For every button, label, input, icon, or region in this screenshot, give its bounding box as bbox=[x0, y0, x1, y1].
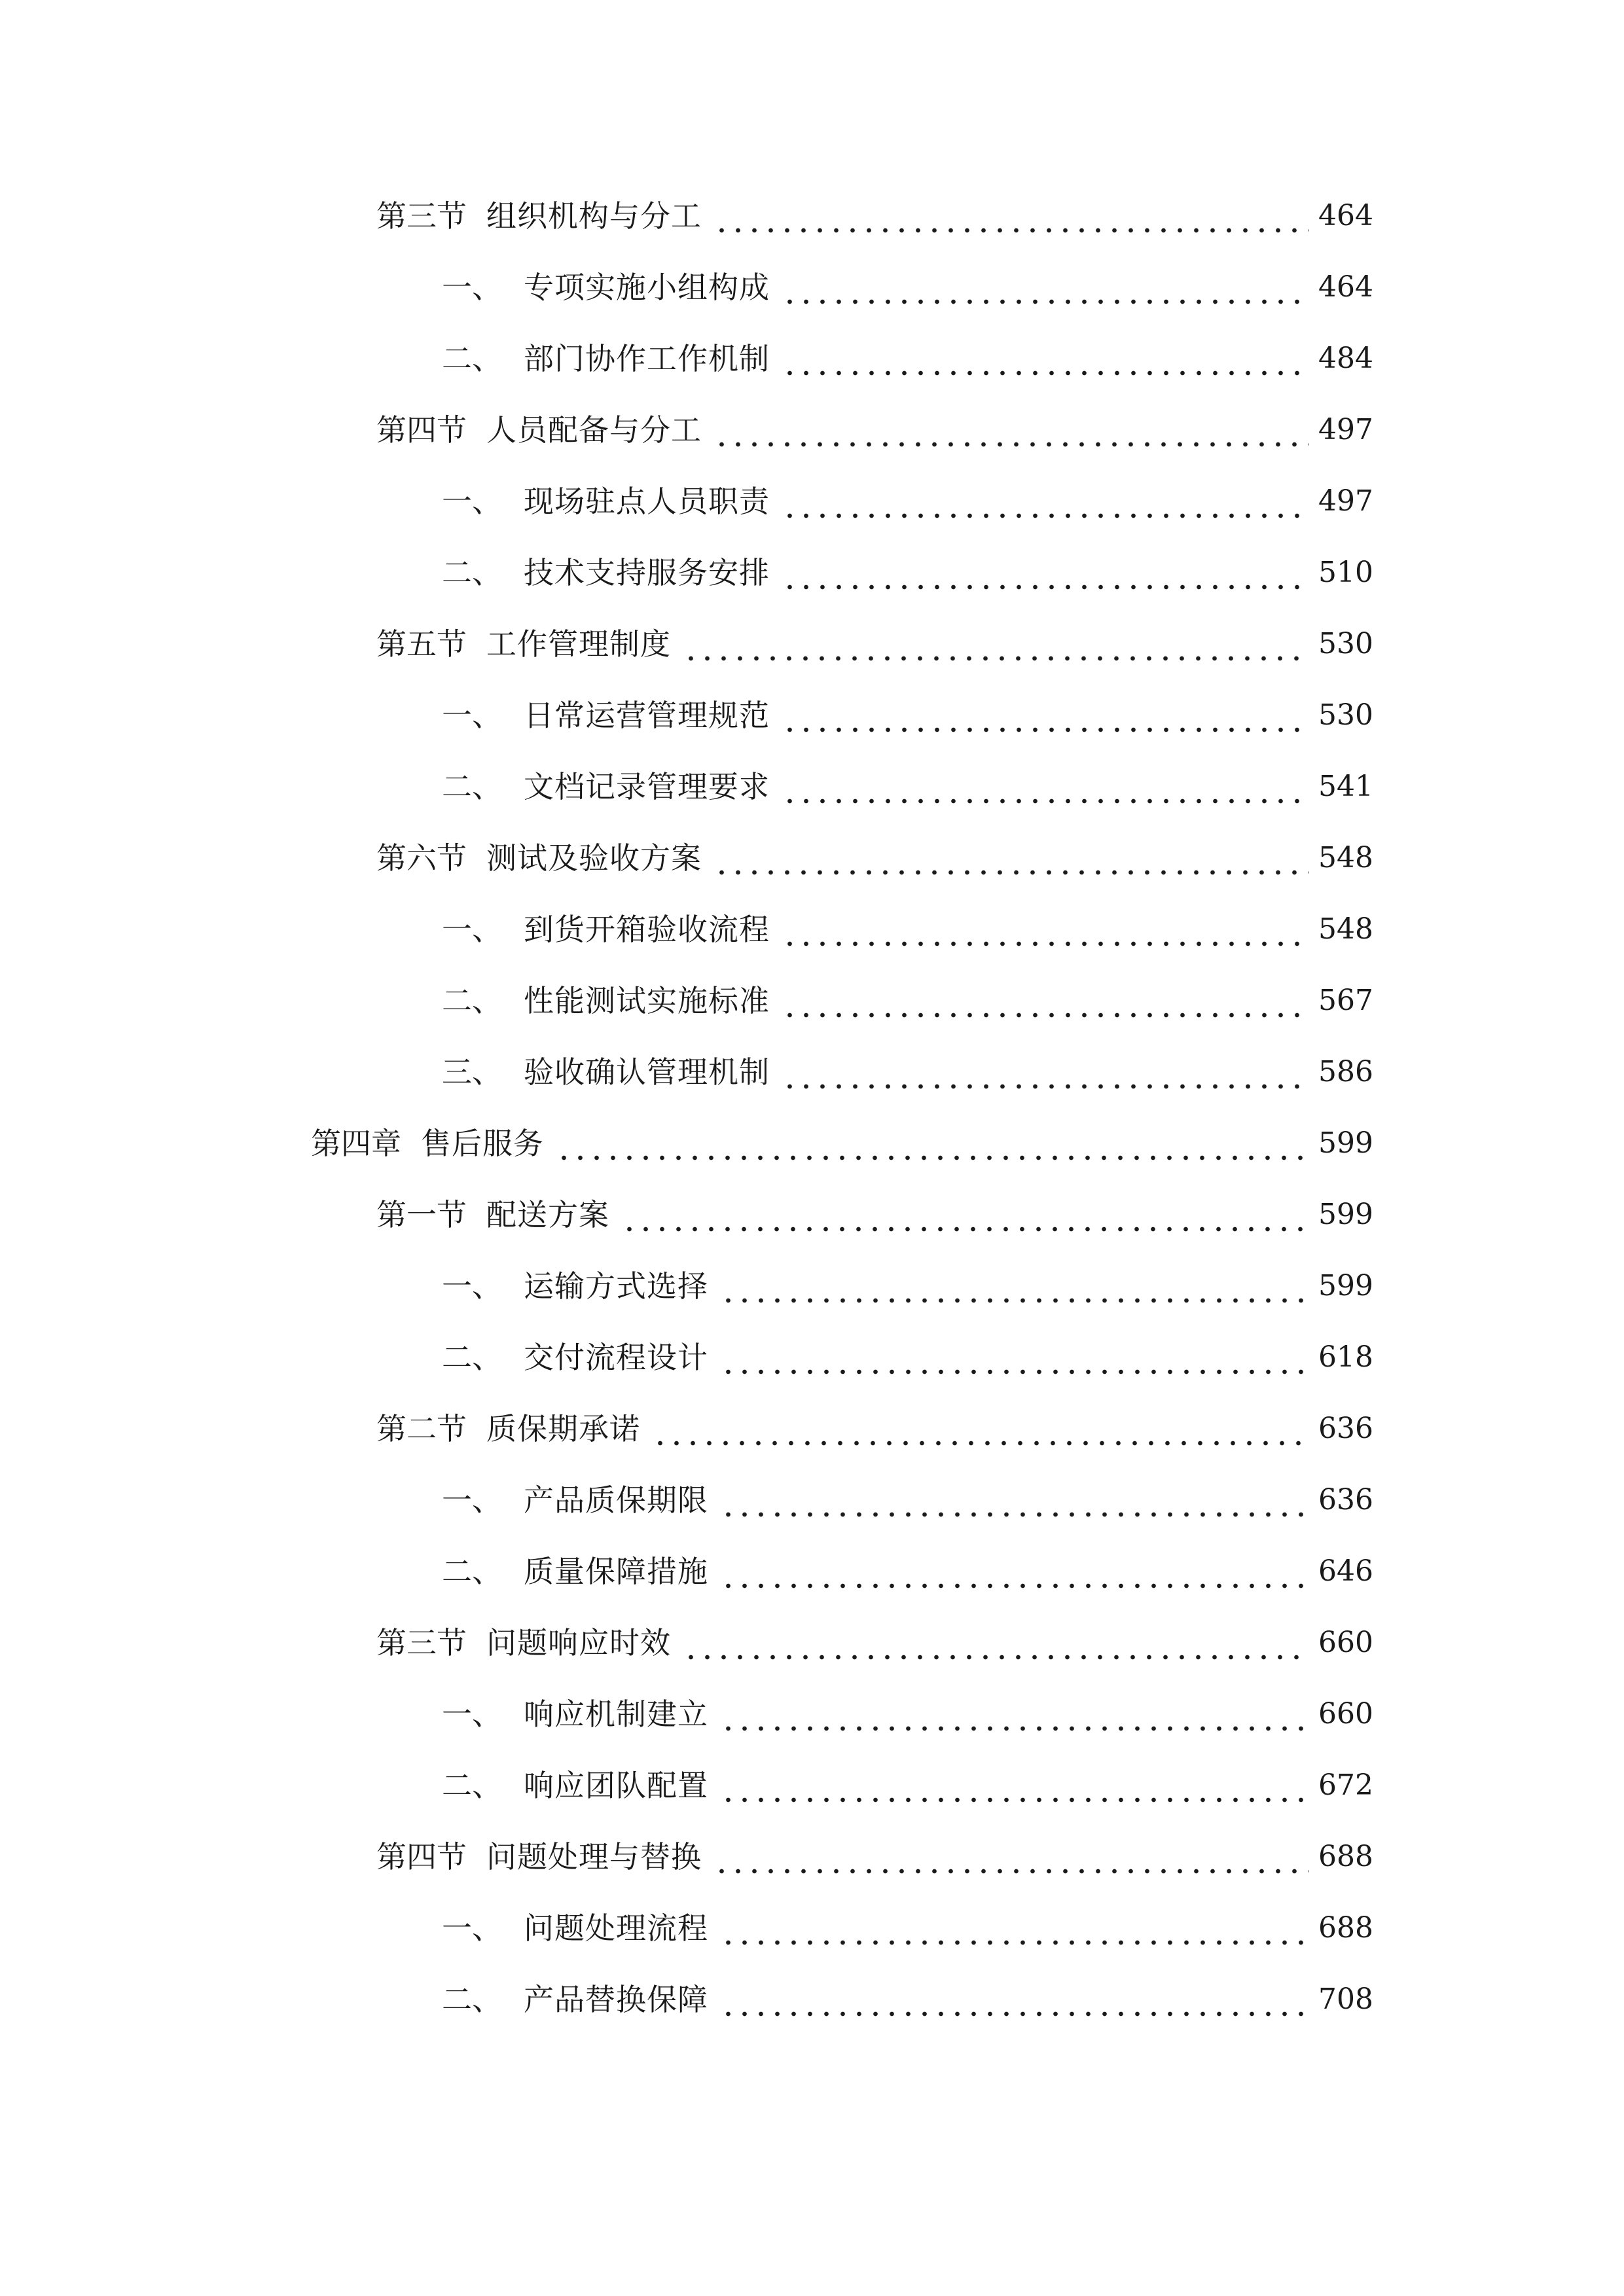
dot-leader bbox=[720, 1763, 1309, 1808]
dot-leader bbox=[720, 1549, 1309, 1594]
toc-entry-number: 二、 bbox=[442, 983, 502, 1018]
toc-entry[interactable] bbox=[442, 1691, 1373, 1737]
toc-entry-number: 二、 bbox=[442, 341, 502, 376]
toc-entry-page: 599 bbox=[1318, 1269, 1373, 1302]
toc-entry-number: 第四节 bbox=[376, 1839, 467, 1874]
toc-entry-page: 646 bbox=[1318, 1554, 1373, 1588]
toc-entry[interactable] bbox=[376, 1192, 1373, 1238]
toc-entry-title: 售后服务 bbox=[421, 1126, 544, 1161]
dot-leader bbox=[782, 692, 1309, 738]
toc-entry[interactable] bbox=[376, 407, 1373, 453]
toc-entry-title: 测试及验收方案 bbox=[486, 840, 702, 876]
toc-entry-page: 548 bbox=[1318, 841, 1373, 874]
toc-entry-title: 问题处理流程 bbox=[524, 1910, 708, 1946]
dot-leader bbox=[713, 835, 1309, 881]
dot-leader bbox=[621, 1192, 1309, 1238]
toc-entry-title: 性能测试实施标准 bbox=[524, 983, 770, 1018]
dot-leader bbox=[782, 978, 1309, 1024]
toc-entry-title: 交付流程设计 bbox=[524, 1340, 708, 1375]
dot-leader bbox=[782, 1049, 1309, 1095]
toc-entry-title: 人员配备与分工 bbox=[486, 412, 702, 448]
toc-entry[interactable] bbox=[442, 906, 1373, 952]
toc-entry[interactable] bbox=[376, 1620, 1373, 1666]
toc-entry-number: 三、 bbox=[442, 1054, 502, 1090]
toc-entry[interactable] bbox=[442, 264, 1373, 310]
dot-leader bbox=[720, 1263, 1309, 1309]
toc-entry-title: 部门协作工作机制 bbox=[524, 341, 770, 376]
toc-entry-page: 660 bbox=[1318, 1626, 1373, 1659]
dot-leader bbox=[556, 1121, 1309, 1166]
toc-entry-title: 到货开箱验收流程 bbox=[524, 912, 770, 947]
toc-entry-page: 530 bbox=[1318, 698, 1373, 732]
toc-entry-page: 484 bbox=[1318, 342, 1373, 375]
toc-entry-page: 541 bbox=[1318, 770, 1373, 803]
dot-leader bbox=[782, 478, 1309, 524]
toc-entry-page: 660 bbox=[1318, 1697, 1373, 1731]
toc-entry-page: 510 bbox=[1318, 556, 1373, 589]
toc-entry[interactable] bbox=[376, 1834, 1373, 1880]
toc-entry[interactable] bbox=[376, 1406, 1373, 1452]
toc-entry-title: 工作管理制度 bbox=[486, 626, 671, 662]
toc-entry-page: 636 bbox=[1318, 1483, 1373, 1516]
toc-entry-title: 产品质保期限 bbox=[524, 1482, 708, 1518]
toc-entry-number: 第一节 bbox=[376, 1197, 467, 1232]
toc-entry-title: 响应机制建立 bbox=[524, 1696, 708, 1732]
toc-entry-page: 708 bbox=[1318, 1982, 1373, 2016]
dot-leader bbox=[720, 1691, 1309, 1737]
toc-entry-number: 第四章 bbox=[311, 1126, 401, 1161]
toc-entry-title: 日常运营管理规范 bbox=[524, 698, 770, 733]
dot-leader bbox=[713, 193, 1309, 239]
toc-entry-number: 一、 bbox=[442, 698, 502, 733]
toc-entry-number: 一、 bbox=[442, 484, 502, 519]
toc-entry[interactable] bbox=[442, 978, 1373, 1024]
toc-entry-page: 548 bbox=[1318, 912, 1373, 946]
toc-entry-page: 464 bbox=[1318, 199, 1373, 232]
toc-entry-page: 599 bbox=[1318, 1126, 1373, 1160]
toc-entry-title: 现场驻点人员职责 bbox=[524, 484, 770, 519]
dot-leader bbox=[683, 621, 1309, 667]
dot-leader bbox=[720, 1905, 1309, 1951]
toc-entry[interactable] bbox=[442, 550, 1373, 596]
toc-entry[interactable] bbox=[376, 835, 1373, 881]
dot-leader bbox=[652, 1406, 1309, 1452]
toc-entry[interactable] bbox=[442, 478, 1373, 524]
toc-entry[interactable] bbox=[442, 1905, 1373, 1951]
toc-entry-number: 二、 bbox=[442, 1554, 502, 1589]
toc-entry-title: 专项实施小组构成 bbox=[524, 270, 770, 305]
toc-entry-page: 497 bbox=[1318, 413, 1373, 446]
toc-entry[interactable] bbox=[442, 1263, 1373, 1309]
toc-entry-page: 688 bbox=[1318, 1911, 1373, 1945]
toc-entry-title: 产品替换保障 bbox=[524, 1982, 708, 2017]
toc-entry-number: 二、 bbox=[442, 1982, 502, 2017]
dot-leader bbox=[782, 336, 1309, 382]
toc-entry[interactable] bbox=[442, 692, 1373, 738]
toc-entry-title: 配送方案 bbox=[486, 1197, 609, 1232]
toc-entry-title: 质量保障措施 bbox=[524, 1554, 708, 1589]
toc-entry[interactable] bbox=[442, 1335, 1373, 1380]
dot-leader bbox=[713, 407, 1309, 453]
toc-entry-number: 二、 bbox=[442, 555, 502, 590]
toc-entry-page: 567 bbox=[1318, 984, 1373, 1017]
toc-entry[interactable] bbox=[442, 764, 1373, 810]
toc-entry-number: 第三节 bbox=[376, 198, 467, 234]
toc-entry-page: 464 bbox=[1318, 270, 1373, 304]
toc-entry[interactable] bbox=[442, 1549, 1373, 1594]
toc-entry-page: 672 bbox=[1318, 1768, 1373, 1802]
toc-entry[interactable] bbox=[376, 193, 1373, 239]
dot-leader bbox=[782, 550, 1309, 596]
toc-entry[interactable] bbox=[376, 621, 1373, 667]
toc-entry-number: 一、 bbox=[442, 270, 502, 305]
dot-leader bbox=[782, 764, 1309, 810]
toc-entry-title: 组织机构与分工 bbox=[486, 198, 702, 234]
toc-entry-title: 响应团队配置 bbox=[524, 1768, 708, 1803]
dot-leader bbox=[720, 1977, 1309, 2022]
toc-entry-number: 第二节 bbox=[376, 1411, 467, 1446]
toc-entry-number: 第三节 bbox=[376, 1625, 467, 1660]
dot-leader bbox=[720, 1477, 1309, 1523]
toc-entry-number: 一、 bbox=[442, 1482, 502, 1518]
dot-leader bbox=[720, 1335, 1309, 1380]
toc-entry-title: 质保期承诺 bbox=[486, 1411, 640, 1446]
toc-entry[interactable] bbox=[442, 1763, 1373, 1808]
toc-entry-number: 第六节 bbox=[376, 840, 467, 876]
toc-entry[interactable] bbox=[442, 1477, 1373, 1523]
toc-entry-page: 688 bbox=[1318, 1840, 1373, 1873]
toc-entry-number: 二、 bbox=[442, 769, 502, 804]
toc-entry-number: 二、 bbox=[442, 1340, 502, 1375]
dot-leader bbox=[683, 1620, 1309, 1666]
toc-entry-title: 问题响应时效 bbox=[486, 1625, 671, 1660]
toc-entry[interactable] bbox=[442, 1049, 1373, 1095]
dot-leader bbox=[782, 906, 1309, 952]
toc-entry[interactable] bbox=[311, 1121, 1373, 1166]
toc-entry[interactable] bbox=[442, 336, 1373, 382]
toc-entry-page: 586 bbox=[1318, 1055, 1373, 1088]
dot-leader bbox=[713, 1834, 1309, 1880]
toc-entry-number: 一、 bbox=[442, 912, 502, 947]
toc-entry-number: 第五节 bbox=[376, 626, 467, 662]
toc-entry-page: 530 bbox=[1318, 627, 1373, 660]
toc-entry-page: 497 bbox=[1318, 484, 1373, 518]
dot-leader bbox=[782, 264, 1309, 310]
toc-entry-number: 一、 bbox=[442, 1696, 502, 1732]
toc-entry[interactable] bbox=[442, 1977, 1373, 2022]
toc-entry-number: 二、 bbox=[442, 1768, 502, 1803]
toc-entry-number: 第四节 bbox=[376, 412, 467, 448]
toc-entry-title: 文档记录管理要求 bbox=[524, 769, 770, 804]
toc-entry-page: 636 bbox=[1318, 1412, 1373, 1445]
toc-entry-page: 599 bbox=[1318, 1198, 1373, 1231]
toc-entry-title: 技术支持服务安排 bbox=[524, 555, 770, 590]
toc-entry-title: 问题处理与替换 bbox=[486, 1839, 702, 1874]
toc-entry-number: 一、 bbox=[442, 1910, 502, 1946]
toc-entry-page: 618 bbox=[1318, 1340, 1373, 1374]
toc-entry-number: 一、 bbox=[442, 1268, 502, 1304]
toc-entry-title: 验收确认管理机制 bbox=[524, 1054, 770, 1090]
toc-entry-title: 运输方式选择 bbox=[524, 1268, 708, 1304]
